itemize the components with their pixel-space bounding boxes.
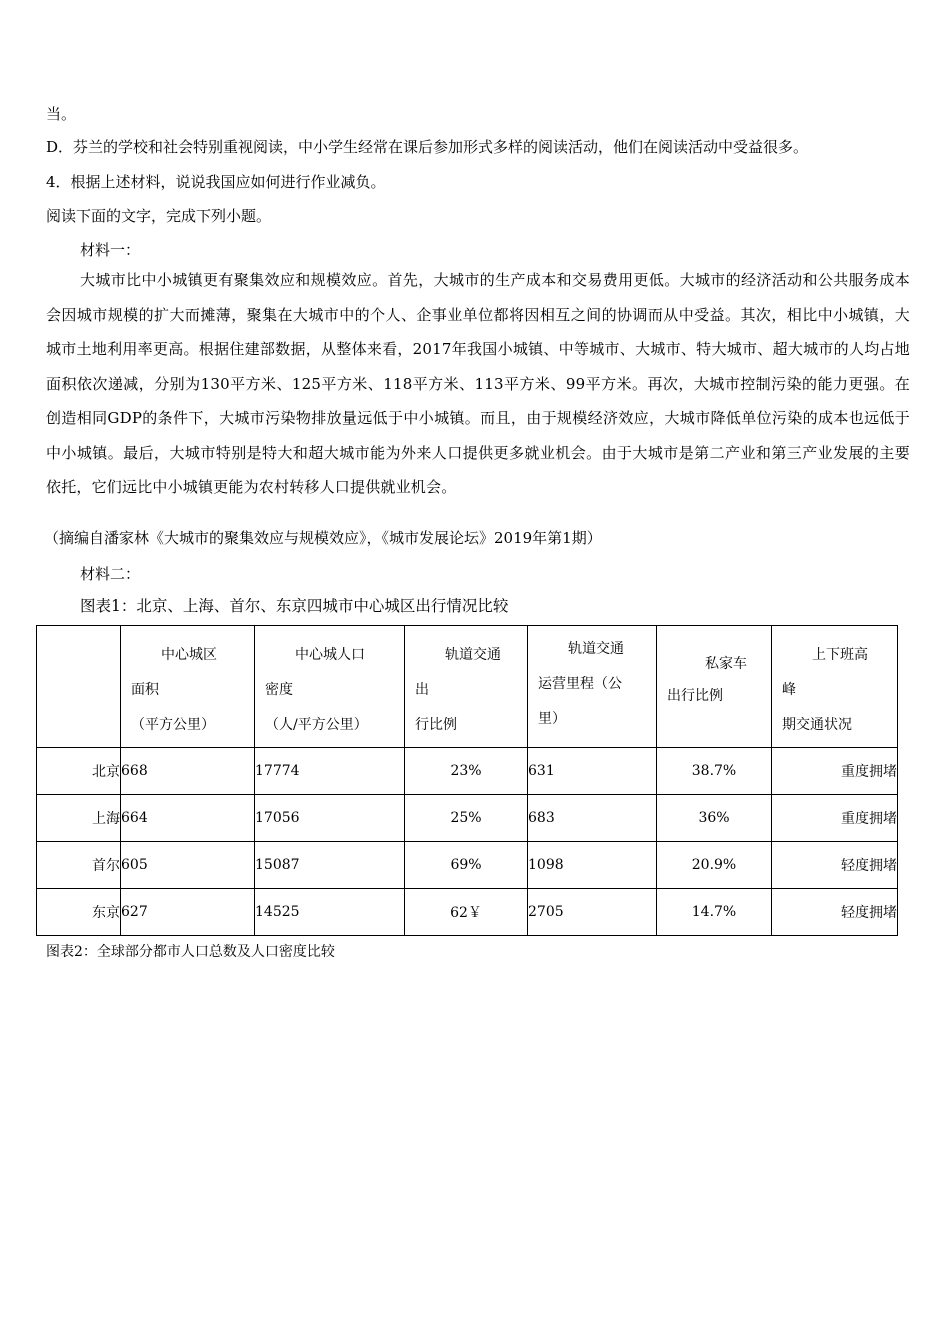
cell-city: 东京 — [37, 889, 121, 936]
header-corner — [37, 626, 121, 748]
cell-traffic: 轻度拥堵 — [772, 842, 898, 889]
header-traffic: 上下班高 峰 期交通状况 — [772, 626, 898, 748]
header-density: 中心城人口 密度 （人/平方公里） — [255, 626, 405, 748]
question-4: 4．根据上述材料，说说我国应如何进行作业减负。 — [46, 173, 386, 191]
cell-area: 668 — [121, 748, 255, 795]
cell-rail-km: 631 — [528, 748, 657, 795]
cell-rail-ratio: 23% — [405, 748, 528, 795]
chart-2-caption: 图表2：全球部分都市人口总数及人口密度比较 — [46, 944, 335, 960]
cell-area: 664 — [121, 795, 255, 842]
material-2-title: 材料二： — [80, 565, 141, 583]
table-row — [37, 889, 898, 936]
cell-rail-km: 1098 — [528, 842, 657, 889]
table-row — [37, 842, 898, 889]
cell-car-ratio: 20.9% — [657, 842, 772, 889]
cell-city: 上海 — [37, 795, 121, 842]
city-travel-table — [36, 625, 898, 936]
header-rail-km: 轨道交通 运营里程（公 里） — [528, 626, 657, 748]
source-citation: （摘编自潘家林《大城市的聚集效应与规模效应》，《城市发展论坛》2019年第1期） — [44, 529, 602, 547]
cell-density: 14525 — [255, 889, 405, 936]
option-d: D．芬兰的学校和社会特别重视阅读，中小学生经常在课后参加形式多样的阅读活动，他们在阅读活动中受益很多。 — [46, 138, 809, 156]
cell-traffic: 重度拥堵 — [772, 795, 898, 842]
header-car-ratio: 私家车 出行比例 — [657, 626, 772, 748]
header-area: 中心城区 面积 （平方公里） — [121, 626, 255, 748]
cell-rail-km: 683 — [528, 795, 657, 842]
header-rail-ratio: 轨道交通 出 行比例 — [405, 626, 528, 748]
cell-city: 首尔 — [37, 842, 121, 889]
cell-rail-km: 2705 — [528, 889, 657, 936]
cell-rail-ratio: 69% — [405, 842, 528, 889]
cell-traffic: 重度拥堵 — [772, 748, 898, 795]
reading-instruction: 阅读下面的文字，完成下列小题。 — [46, 207, 272, 225]
cell-traffic: 轻度拥堵 — [772, 889, 898, 936]
cell-area: 605 — [121, 842, 255, 889]
cell-density: 17056 — [255, 795, 405, 842]
chart-1-caption: 图表1：北京、上海、首尔、东京四城市中心城区出行情况比较 — [80, 597, 509, 615]
material-1-body: 大城市比中小城镇更有聚集效应和规模效应。首先，大城市的生产成本和交易费用更低。大城市的经济活动和公共服务成本会因城市规模的扩大而摊薄，聚集在大城市中的个人、企事业单位都将因相互之间的协调而从中受益。其次，相比中小城镇，大城市土地利用率更高。根据住建部数据，从整体来看，2017年我国小城镇、中等城市、大城市、特大城市、超大城市的人均占地面积依次递减，分别为130平方米、125平方米、118平方米、113平方米、99平方米。再次，大城市控制污染的能力更强。在创造相同GDP的条件下，大城市污染物排放量远低于中小城镇。而且，由于规模经济效应，大城市降低单位污染的成本也远低于中小城镇。最后，大城市特别是特大和超大城市能为外来人口提供更多就业机会。由于大城市是第二产业和第三产业发展的主要依托，它们远比中小城镇更能为农村转移人口提供就业机会。 — [46, 271, 910, 496]
table-row — [37, 795, 898, 842]
cell-density: 17774 — [255, 748, 405, 795]
cell-rail-ratio: 62￥ — [405, 889, 528, 936]
cell-rail-ratio: 25% — [405, 795, 528, 842]
cell-car-ratio: 14.7% — [657, 889, 772, 936]
cell-density: 15087 — [255, 842, 405, 889]
table-row — [37, 748, 898, 795]
cell-area: 627 — [121, 889, 255, 936]
text-line-1: 当。 — [46, 105, 77, 123]
cell-car-ratio: 36% — [657, 795, 772, 842]
cell-car-ratio: 38.7% — [657, 748, 772, 795]
table-header-row — [37, 626, 898, 748]
cell-city: 北京 — [37, 748, 121, 795]
material-1-title: 材料一： — [80, 241, 141, 259]
